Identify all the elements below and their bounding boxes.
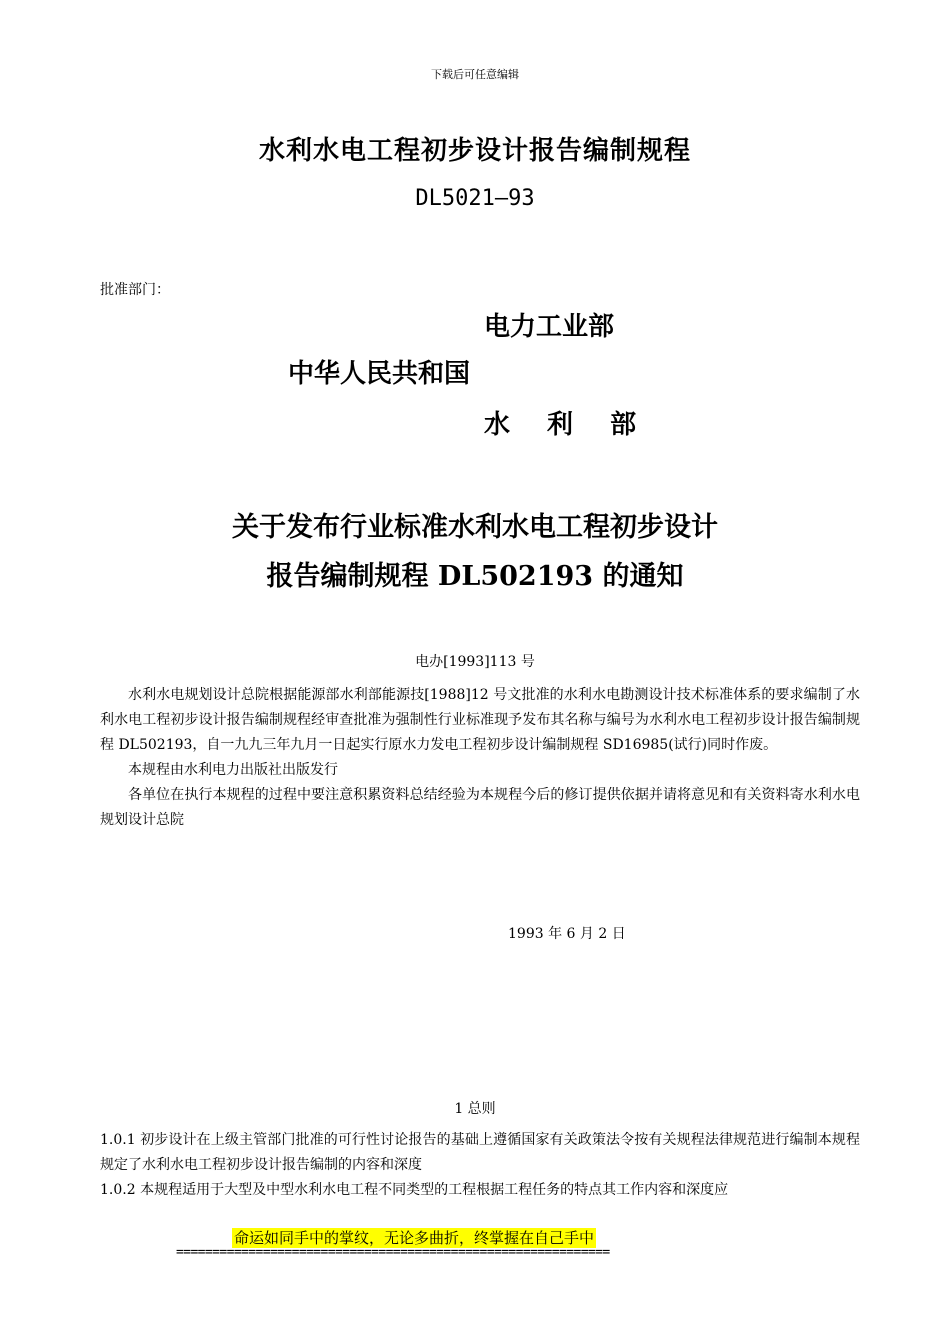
document-title: 水利水电工程初步设计报告编制规程 <box>258 136 691 166</box>
approver-ministry-power: 电力工业部 <box>484 312 615 342</box>
approval-label: 批准部门： <box>100 282 170 298</box>
notice-date: 1993 年 6 月 2 日 <box>508 926 626 942</box>
notice-title-line2: 报告编制规程 DL502193 的通知 <box>266 561 684 592</box>
approver-ministry-water: 水 利 部 <box>484 410 651 440</box>
paragraph: 本规程由水利电力出版社出版发行 <box>128 762 338 778</box>
standard-code: DL5021—93 <box>415 186 535 211</box>
header-note: 下载后可任意编辑 <box>431 68 519 81</box>
paragraph: 水利水电规划设计总院根据能源部水利部能源技[1988]12 号文批准的水利水电勘测设计技术标准体系的要求编制了水利水电工程初步设计报告编制规程经审查批准为强制性行业标准现予发布其名称与编号为水利水电工程初步设计报告编制规程 DL502193，自一九九三年九月一日起实行原水力发电工程初步设计编制规程 SD16985(试行)同时作废。 <box>100 687 860 753</box>
footer-divider: ============================================================ <box>176 1245 610 1260</box>
notice-title-line1: 关于发布行业标准水利水电工程初步设计 <box>232 512 718 543</box>
chapter-heading: 1 总则 <box>454 1101 496 1117</box>
approver-prc: 中华人民共和国 <box>288 359 471 389</box>
notice-body <box>100 683 860 833</box>
clause: 1.0.1 初步设计在上级主管部门批准的可行性讨论报告的基础上遵循国家有关政策法令按有关规程法律规范进行编制本规程规定了水利水电工程初步设计报告编制的内容和深度 <box>100 1132 860 1173</box>
footer-quote: 命运如同手中的掌纹，无论多曲折，终掌握在自己手中 <box>234 1229 595 1247</box>
document-number: 电办[1993]113 号 <box>415 654 535 670</box>
clause: 1.0.2 本规程适用于大型及中型水利水电工程不同类型的工程根据工程任务的特点其工作内容和深度应 <box>100 1182 729 1198</box>
clauses <box>100 1128 860 1203</box>
paragraph: 各单位在执行本规程的过程中要注意积累资料总结经验为本规程今后的修订提供依据并请将意见和有关资料寄水利水电规划设计总院 <box>100 787 860 828</box>
